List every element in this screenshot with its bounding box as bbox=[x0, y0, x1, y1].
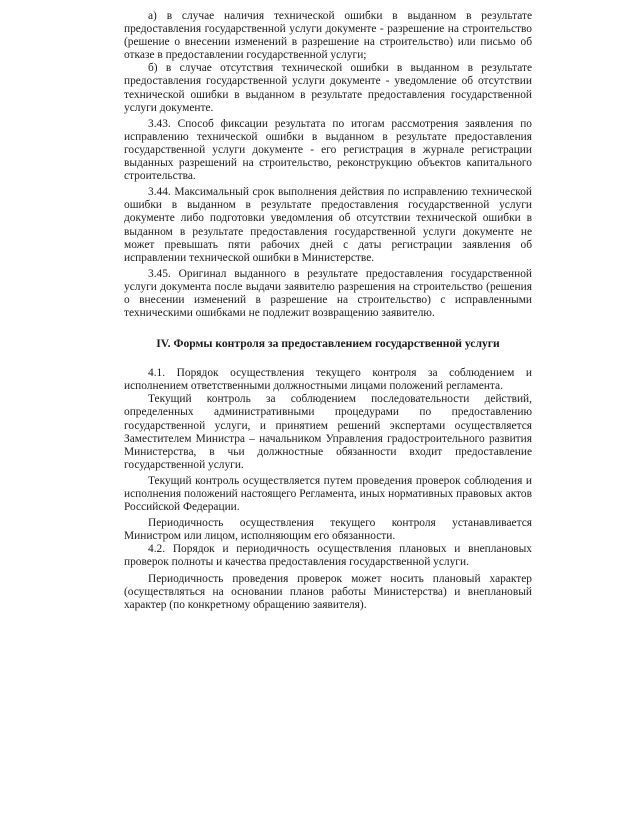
paragraph-item-a: а) в случае наличия технической ошибки в выданном в результате предоставления государственной услуги документе - разрешение на строительство (решение о внесении изменений в разрешение на строительство) или письмо об отказе в предоставлении государственной услуги; bbox=[124, 10, 532, 62]
paragraph-control-method: Текущий контроль осуществляется путем проведения проверок соблюдения и исполнения положений настоящего Регламента, иных нормативных правовых актов Российской Федерации. bbox=[124, 474, 532, 514]
paragraph-4-2: 4.2. Порядок и периодичность осуществления плановых и внеплановых проверок полноты и качества предоставления государственной услуги. bbox=[124, 543, 532, 569]
paragraph-current-control: Текущий контроль за соблюдением последовательности действий, определенных административными процедурами по предоставлению государственной услуги, и принятием решений экспертами осуществляется Заместителем Министра – начальником Управления градостроительного развития Министерства, в чьи должностные обязанности входит предоставление государственной услуги. bbox=[124, 393, 532, 471]
paragraph-item-b: б) в случае отсутствия технической ошибки в выданном в результате предоставления государственной услуги документе - уведомление об отсутствии технической ошибки в выданном в результате предоставления государственной услуги документе. bbox=[124, 62, 532, 114]
section-heading: IV. Формы контроля за предоставлением государственной услуги bbox=[156, 337, 500, 351]
paragraph-3-43: 3.43. Способ фиксации результата по итогам рассмотрения заявления по исправлению технической ошибки в выданном в результате предоставления государственной услуги документе - его регистрация в журнале регистрации выданных разрешений на строительство, реконструкцию объектов капитального строительства. bbox=[124, 117, 532, 183]
paragraph-3-44: 3.44. Максимальный срок выполнения действия по исправлению технической ошибки в выданном в результате предоставления государственной услуги документе либо подготовки уведомления об отсутствии технической ошибки в выданном в результате предоставления государственной услуги документе не может превышать пяти рабочих дней с даты регистрации заявления об исправлении технической ошибки в Министерстве. bbox=[124, 186, 532, 264]
paragraph-4-1: 4.1. Порядок осуществления текущего контроля за соблюдением и исполнением ответственными должностными лицами положений регламента. bbox=[124, 367, 532, 393]
paragraph-control-periodicity: Периодичность осуществления текущего контроля устанавливается Министром или лицом, исполняющим его обязанности. bbox=[124, 517, 532, 543]
paragraph-check-periodicity: Периодичность проведения проверок может носить плановый характер (осуществляться на основании планов работы Министерства) и внеплановый характер (по конкретному обращению заявителя). bbox=[124, 572, 532, 611]
paragraph-3-45: 3.45. Оригинал выданного в результате предоставления государственной услуги документа после выдачи заявителю разрешения на строительство (решения о внесении изменений в разрешение на строительство) с исправленными техническими ошибками не подлежит возвращению заявителю. bbox=[124, 267, 532, 320]
